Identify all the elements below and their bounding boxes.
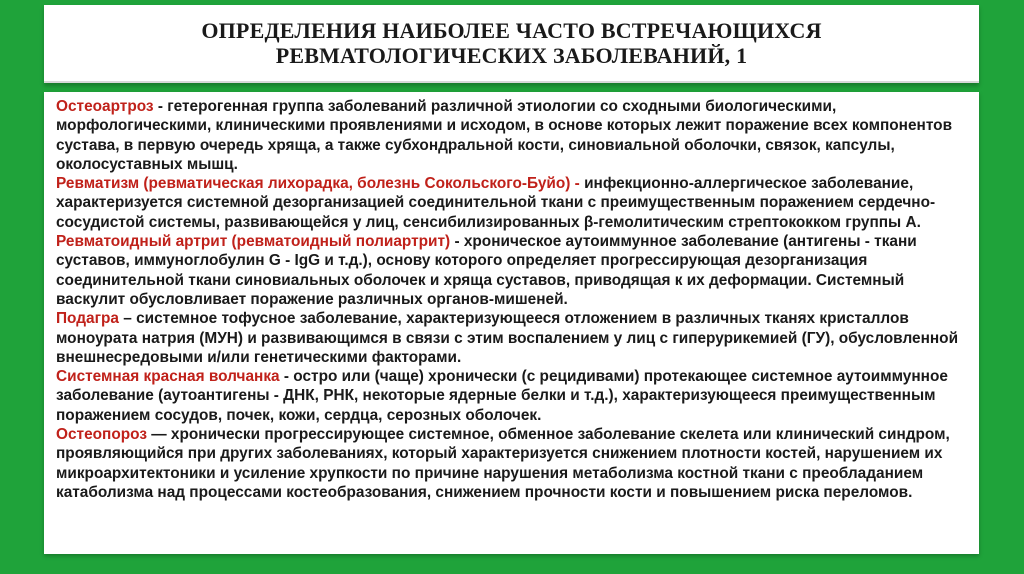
- definition-text-gout: – системное тофусное заболевание, характеризующееся отложением в различных тканях кристаллов моноурата натрия (МУН) и развивающимся в связи с этим воспалением у лиц с гиперурикемией (ГУ), обусловленной внешнесредовыми и/или генетическими факторами.: [56, 310, 959, 366]
- definition-gout: [56, 309, 969, 367]
- definition-text-rheumatism: инфекционно-аллергическое заболевание, характеризуется системной дезорганизацией соединительной ткани с преимущественным поражением сердечно-сосудистой системы, развивающейся у лиц, сенсибилизированных β-гемолитическим стрептококком группы А.: [56, 175, 936, 231]
- definition-text-osteoporosis: — хронически прогрессирующее системное, обменное заболевание скелета или клинический синдром, проявляющийся при других заболеваниях, который характеризуется снижением плотности костей, нарушением их микроархитектоники и усиление хрупкости по причине нарушения метаболизма костной ткани с преобладанием катаболизма над процессами костеобразования, снижением прочности кости и повышением риска переломов.: [56, 426, 950, 501]
- definitions-panel: [44, 92, 979, 554]
- term-rheumatism: Ревматизм (ревматическая лихорадка, болезнь Сокольского-Буйо) -: [56, 175, 580, 193]
- term-rheumatoid-arthritis: Ревматоидный артрит (ревматоидный полиартрит): [56, 233, 451, 251]
- definition-rheumatism: [56, 174, 969, 232]
- definition-text-lupus: - остро или (чаще) хронически (с рецидивами) протекающее системное аутоиммунное заболевание (аутоантигены - ДНК, РНК, некоторые ядерные белки и т.д.), характеризующееся преимущественным поражением сосудов, почек, кожи, сердца, серозных оболочек.: [56, 368, 948, 424]
- definition-osteoarthrosis: [56, 97, 969, 174]
- term-lupus: Системная красная волчанка: [56, 368, 280, 386]
- definition-text-osteoarthrosis: - гетерогенная группа заболеваний различной этиологии со сходными биологическими, морфологическими, клиническими проявлениями и исходом, в основе которых лежит поражение всех компонентов сустава, в первую очередь хряща, а также субхондральной кости, синовиальной оболочки, связок, капсулы, околосуставных мышц.: [56, 98, 953, 173]
- definition-osteoporosis: [56, 425, 969, 502]
- term-gout: Подагра: [56, 310, 119, 328]
- definition-text-rheumatoid-arthritis: - хроническое аутоиммунное заболевание (антигены - ткани суставов, иммуноглобулин G - IgG и т.д.), основу которого определяет прогрессирующая дезорганизация соединительной ткани синовиальных оболочек и хряща суставов, приводящая к их деформации. Системный васкулит обусловливает поражение различных органов-мишеней.: [56, 233, 917, 308]
- definition-rheumatoid-arthritis: [56, 232, 969, 309]
- title-line-1: ОПРЕДЕЛЕНИЯ НАИБОЛЕЕ ЧАСТО ВСТРЕЧАЮЩИХСЯ: [201, 18, 822, 43]
- term-osteoarthrosis: Остеоартроз: [56, 98, 154, 115]
- term-osteoporosis: Остеопороз: [56, 426, 147, 444]
- definition-lupus: [56, 367, 969, 425]
- title-line-2: РЕВМАТОЛОГИЧЕСКИХ ЗАБОЛЕВАНИЙ, 1: [275, 43, 748, 68]
- slide-title: [44, 5, 979, 83]
